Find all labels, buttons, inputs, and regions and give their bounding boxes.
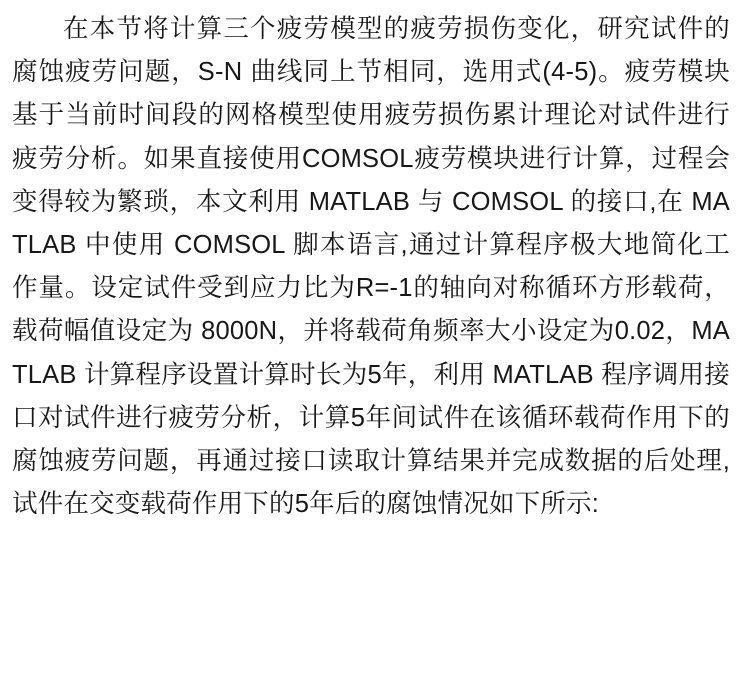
body-paragraph: 在本节将计算三个疲劳模型的疲劳损伤变化，研究试件的腐蚀疲劳问题，S-N 曲线同上节相同，选用式(4-5)。疲劳模块基于当前时间段的网格模型使用疲劳损伤累计理论对试件进行疲劳分析。如果直接使用COMSOL疲劳模块进行计算，过程会变得较为繁琐，本文利用 MATLAB 与 COMSOL 的接口,在 MATLAB 中使用 COMSOL 脚本语言,通过计算程序极大地简化工作量。设定试件受到应力比为R=-1的轴向对称循环方形载荷，载荷幅值设定为 8000N，并将载荷角频率大小设定为0.02，MATLAB 计算程序设置计算时长为5年，利用 MATLAB 程序调用接口对试件进行疲劳分析，计算5年间试件在该循环载荷作用下的腐蚀疲劳问题，再通过接口读取计算结果并完成数据的后处理,试件在交变载荷作用下的5年后的腐蚀情况如下所示:	[12, 15, 730, 519]
